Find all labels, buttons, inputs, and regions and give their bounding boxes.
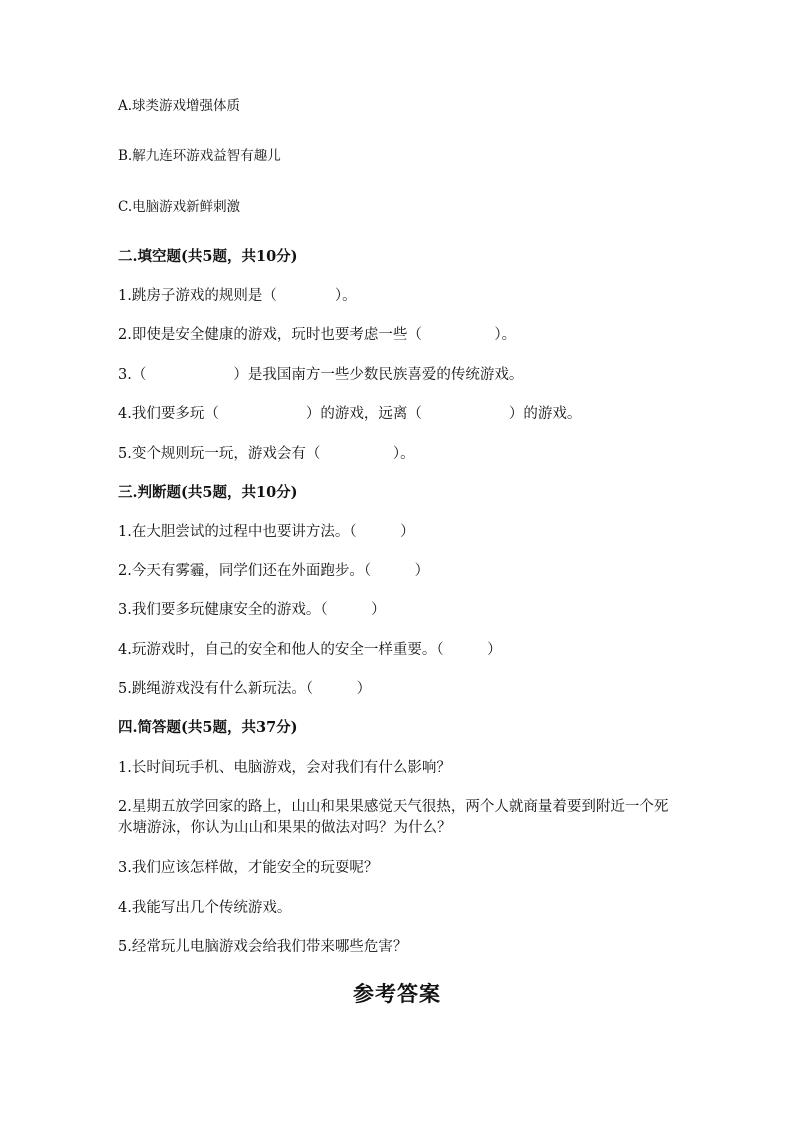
short-answer-question: 3.我们应该怎样做，才能安全的玩耍呢？ — [118, 860, 379, 876]
short-answer-question: 5.经常玩儿电脑游戏会给我们带来哪些危害？ — [118, 939, 408, 955]
option-a: A.球类游戏增强体质 — [118, 98, 241, 114]
short-answer-question: 1.长时间玩手机、电脑游戏，会对我们有什么影响？ — [118, 760, 451, 776]
true-false-question: 4.玩游戏时，自己的安全和他人的安全一样重要。（ ） — [118, 642, 502, 658]
fill-blank-question: 2.即使是安全健康的游戏，玩时也要考虑一些（ ）。 — [118, 327, 517, 343]
true-false-question: 2.今天有雾霾，同学们还在外面跑步。（ ） — [118, 563, 430, 579]
short-answer-question: 2.星期五放学回家的路上，山山和果果感觉天气很热，两个人就商量着要到附近一个死水塘游泳，你认为山山和果果的做法对吗？为什么？ — [118, 799, 669, 836]
true-false-question: 3.我们要多玩健康安全的游戏。（ ） — [118, 602, 386, 618]
section-heading-fill-blank: 二.填空题(共5题，共10分) — [118, 248, 298, 265]
answer-key-title: 参考答案 — [353, 981, 441, 1006]
fill-blank-question: 1.跳房子游戏的规则是（ ）。 — [118, 288, 357, 304]
short-answer-question: 4.我能写出几个传统游戏。 — [118, 900, 292, 916]
section-heading-short-answer: 四.简答题(共5题，共37分) — [118, 719, 298, 736]
option-c: C.电脑游戏新鲜刺激 — [118, 199, 241, 215]
section-heading-true-false: 三.判断题(共5题，共10分) — [118, 484, 298, 501]
fill-blank-question: 3.（ ）是我国南方一些少数民族喜爱的传统游戏。 — [118, 367, 524, 383]
true-false-question: 5.跳绳游戏没有什么新玩法。（ ） — [118, 681, 372, 697]
fill-blank-question: 5.变个规则玩一玩，游戏会有（ ）。 — [118, 446, 415, 462]
true-false-question: 1.在大胆尝试的过程中也要讲方法。（ ） — [118, 524, 415, 540]
fill-blank-question: 4.我们要多玩（ ）的游戏，远离（ ）的游戏。 — [118, 406, 582, 422]
option-b: B.解九连环游戏益智有趣儿 — [118, 148, 281, 164]
